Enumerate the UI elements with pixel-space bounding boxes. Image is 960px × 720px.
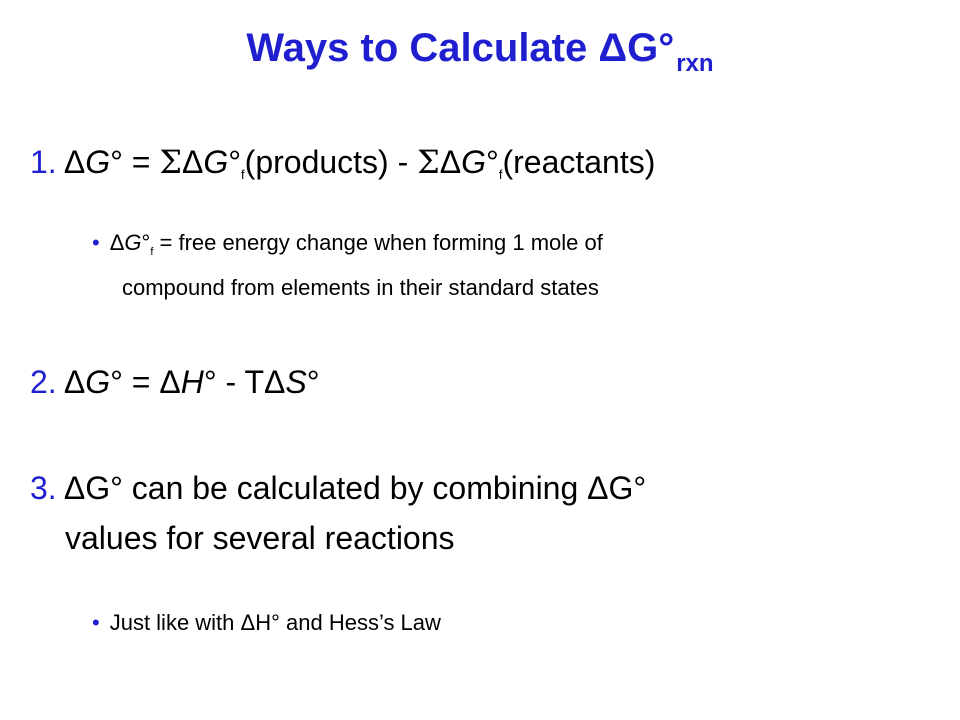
term1-sub: f: [241, 167, 245, 182]
bullet-sub: f: [150, 246, 154, 258]
item-3-line-2: values for several reactions: [65, 520, 455, 556]
slide-title: [0, 20, 960, 92]
item-3-line-1: [30, 466, 646, 510]
item-2-number: 2.: [30, 364, 57, 400]
bullet-symbol: G: [124, 230, 142, 255]
bullet-deg: °: [141, 230, 151, 255]
eq-lhs-symbol: G: [85, 144, 111, 180]
item-2-h: H: [180, 364, 204, 400]
item-1-bullet-line-2: compound from elements in their standard states: [122, 275, 599, 300]
item-2-delta: Δ: [56, 364, 86, 400]
term2-deg: °: [486, 144, 499, 180]
term1-delta: Δ: [181, 144, 204, 180]
item-3-bullet-text: Just like with ΔH° and Hess’s Law: [109, 610, 441, 635]
item-2-mid2: ° - TΔ: [203, 364, 286, 400]
item-2-g: G: [85, 364, 111, 400]
bullet-dot: •: [92, 610, 100, 635]
item-3-bullet: [92, 608, 441, 638]
bullet-line1-rest: = free energy change when forming 1 mole of: [153, 230, 603, 255]
title-main: Ways to Calculate ΔG°: [246, 26, 675, 70]
item-1-number: 1.: [30, 144, 57, 180]
term2-sub: f: [498, 167, 503, 182]
term2-rest: (reactants): [502, 144, 656, 180]
term2-delta: Δ: [439, 144, 462, 180]
item-3-number: 3.: [30, 470, 57, 506]
term1-rest: (products) -: [244, 144, 418, 180]
sigma-1: Σ: [159, 143, 182, 181]
title-subscript: rxn: [676, 50, 714, 77]
eq-lhs-rest: ° =: [110, 144, 160, 180]
item-2-equation: [30, 360, 320, 404]
eq-lhs-delta: Δ: [63, 144, 86, 180]
term1-symbol: G: [203, 144, 229, 180]
item-2-mid: ° = Δ: [110, 364, 181, 400]
item-2-end: °: [306, 364, 320, 400]
item-3-line1-text: ΔG° can be calculated by combining ΔG°: [56, 470, 647, 506]
bullet-dot: •: [92, 230, 100, 255]
item-1-bullet-line-1: [92, 228, 603, 267]
item-1-equation: [30, 140, 655, 197]
term2-symbol: G: [461, 144, 487, 180]
term1-deg: °: [228, 144, 242, 180]
bullet-delta: Δ: [109, 230, 125, 255]
item-2-s: S: [285, 364, 307, 400]
sigma-2: Σ: [417, 143, 440, 181]
